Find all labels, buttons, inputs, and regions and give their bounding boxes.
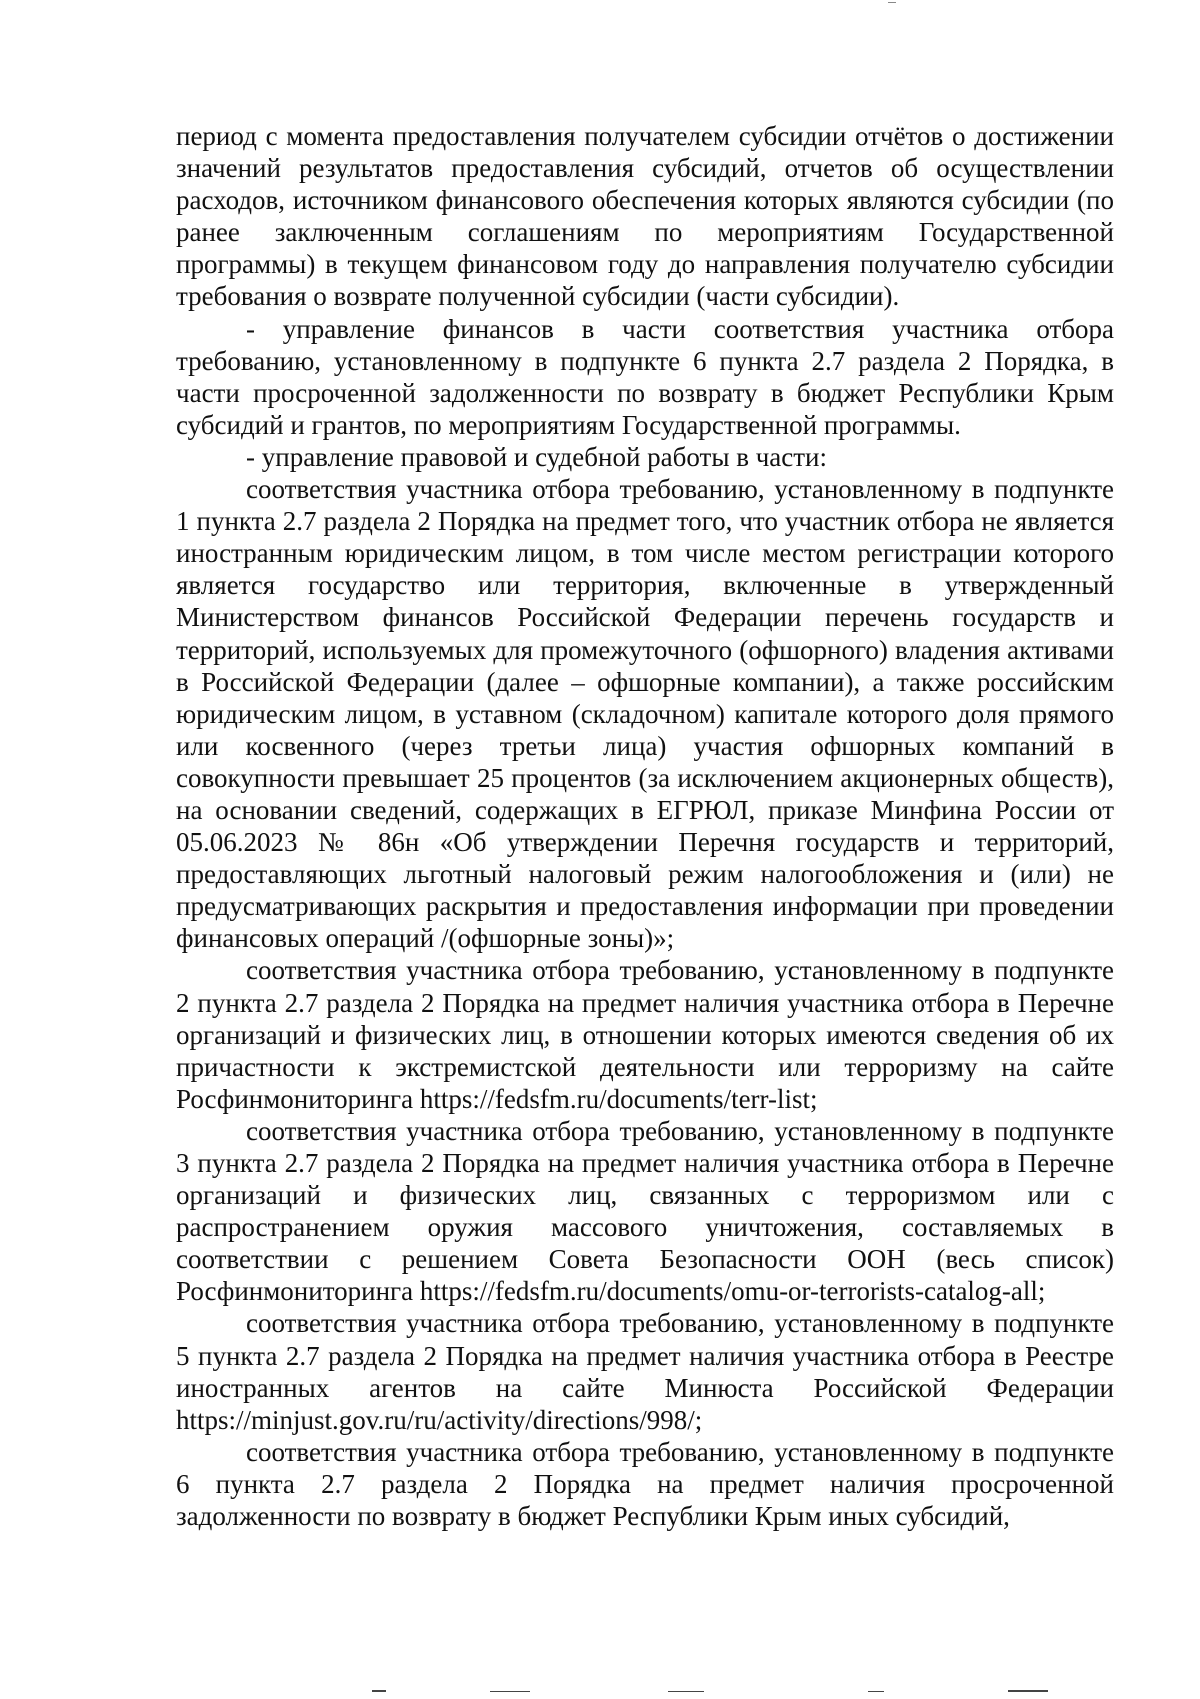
scan-artifact bbox=[888, 2, 896, 3]
paragraph-wmd-list-check: соответствия участника отбора требованию, установленному в подпункте 3 пункта 2.7 раздела 2 Порядка на предмет наличия участника отбора в Перечне организаций и физических лиц, связанных с терроризмом или с распространением оружия массового уничтожения, составляемых в соответствии с решением Совета Безопасности ООН (весь список) Росфинмониторинга https://fedsfm.ru/documents/omu-or-terrorists-catalog-all; bbox=[176, 1115, 1114, 1307]
paragraph-overdue-debt-check: соответствия участника отбора требованию, установленному в подпункте 6 пункта 2.7 раздела 2 Порядка на предмет наличия просроченной задолженности по возврату в бюджет Республики Крым иных субсидий, bbox=[176, 1436, 1114, 1532]
document-body bbox=[176, 120, 1114, 1532]
paragraph-foreign-agents-check: соответствия участника отбора требованию, установленному в подпункте 5 пункта 2.7 раздела 2 Порядка на предмет наличия участника отбора в Реестре иностранных агентов на сайте Минюста Российской Федерации https://minjust.gov.ru/ru/activity/directions/998/; bbox=[176, 1308, 1114, 1435]
paragraph-finance-department: - управление финансов в части соответствия участника отбора требованию, установленному в подпункте 6 пункта 2.7 раздела 2 Порядка, в части просроченной задолженности по возврату в бюджет Республики Крым субсидий и грантов, по мероприятиям Государственной программы. bbox=[176, 313, 1114, 440]
scan-artifact bbox=[372, 1690, 386, 1692]
paragraph-subsidy-report-period: период с момента предоставления получателем субсидии отчётов о достижении значений результатов предоставления субсидий, отчетов об осуществлении расходов, источником финансового обеспечения которых являются субсидии (по ранее заключенным соглашениям по мероприятиям Государственной программы) в текущем финансовом году до направления получателю субсидии требования о возврате полученной субсидии (части субсидии). bbox=[176, 121, 1114, 312]
paragraph-extremism-list-check: соответствия участника отбора требованию, установленному в подпункте 2 пункта 2.7 раздела 2 Порядка на предмет наличия участника отбора в Перечне организаций и физических лиц, в отношении которых имеются сведения об их причастности к экстремистской деятельности или терроризму на сайте Росфинмониторинга https://fedsfm.ru/documents/terr-list; bbox=[176, 955, 1114, 1114]
scan-artifact bbox=[668, 1691, 704, 1692]
scan-artifact bbox=[868, 1691, 884, 1692]
scan-artifact bbox=[1008, 1690, 1048, 1692]
scan-artifact bbox=[490, 1691, 530, 1692]
paragraph-offshore-check: соответствия участника отбора требованию, установленному в подпункте 1 пункта 2.7 раздела 2 Порядка на предмет того, что участник отбора не является иностранным юридическим лицом, в том числе местом регистрации которого является государство или территория, включенные в утвержденный Министерством финансов Российской Федерации перечень государств и территорий, используемых для промежуточного (офшорного) владения активами в Российской Федерации (далее – офшорные компании), а также российским юридическим лицом, в уставном (складочном) капитале которого доля прямого или косвенного (через третьи лица) участия офшорных компаний в совокупности превышает 25 процентов (за исключением акционерных обществ), на основании сведений, содержащих в ЕГРЮЛ, приказе Минфина России от 05.06.2023 № 86н «Об утверждении Перечня государств и территорий, предоставляющих льготный налоговый режим налогообложения и (или) не предусматривающих раскрытия и предоставления информации при проведении финансовых операций /(офшорные зоны)»; bbox=[176, 474, 1114, 954]
paragraph-legal-department: - управление правовой и судебной работы в части: bbox=[246, 441, 828, 472]
